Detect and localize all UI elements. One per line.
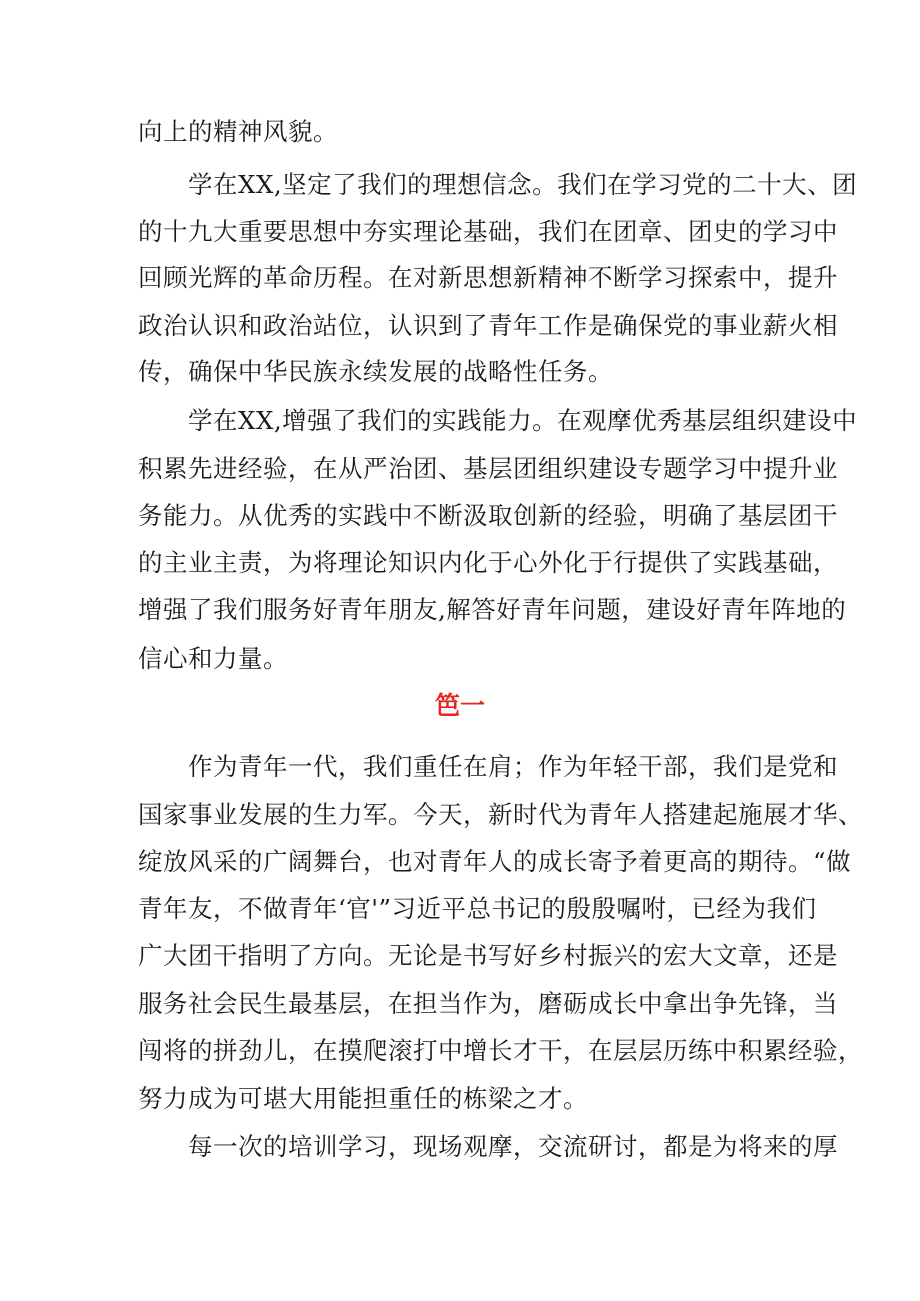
- text-line: 增强了我们服务好青年朋友,解答好青年问题，建设好青年阵地的: [138, 595, 847, 624]
- text-line: 国家事业发展的生力军。今天，新时代为青年人搭建起施展才华、: [138, 800, 863, 829]
- text-line: 努力成为可堪大用能担重任的栋梁之才。: [138, 1084, 588, 1113]
- text-line: 服务社会民生最基层，在担当作为，磨砺成长中拿出争先锋，当: [138, 989, 838, 1018]
- text-line: 积累先进经验，在从严治团、基层团组织建设专题学习中提升业: [138, 454, 838, 483]
- text-line: 回顾光辉的革命历程。在对新思想新精神不断学习探索中，提升: [138, 263, 838, 292]
- text-line: 传，确保中华民族永续发展的战略性任务。: [138, 357, 613, 386]
- text-line: 务能力。从优秀的实践中不断汲取创新的经验，明确了基层团干: [138, 501, 838, 530]
- text-line: 作为青年一代，我们重任在肩；作为年轻干部，我们是党和: [188, 752, 838, 781]
- text-line: 绽放风采的广阔舞台，也对青年人的成长寄予着更高的期待。“做: [138, 847, 852, 876]
- text-line: 的十九大重要思想中夯实理论基础，我们在团章、团史的学习中: [138, 217, 838, 246]
- text-line: 学在XX,坚定了我们的理想信念。我们在学习党的二十大、团: [188, 170, 858, 199]
- text-line: 闯将的拼劲儿，在摸爬滚打中增长才干，在层层历练中积累经验，: [138, 1036, 863, 1065]
- text-line: 广大团干指明了方向。无论是书写好乡村振兴的宏大文章，还是: [138, 941, 838, 970]
- text-line: 青年友，不做青年‘官'”习近平总书记的殷殷嘱咐，已经为我们: [138, 894, 817, 923]
- text-line: 政治认识和政治站位，认识到了青年工作是确保党的事业薪火相: [138, 311, 838, 340]
- text-line: 信心和力量。: [138, 644, 288, 673]
- text-line: 每一次的培训学习，现场观摩，交流研讨，都是为将来的厚: [188, 1132, 838, 1161]
- text-line: 的主业主责，为将理论知识内化于心外化于行提供了实践基础，: [138, 548, 838, 577]
- text-line: 学在XX,增强了我们的实践能力。在观摩优秀基层组织建设中: [188, 406, 858, 435]
- section-heading: 笆一: [434, 691, 485, 720]
- text-line: 向上的精神风貌。: [138, 117, 338, 146]
